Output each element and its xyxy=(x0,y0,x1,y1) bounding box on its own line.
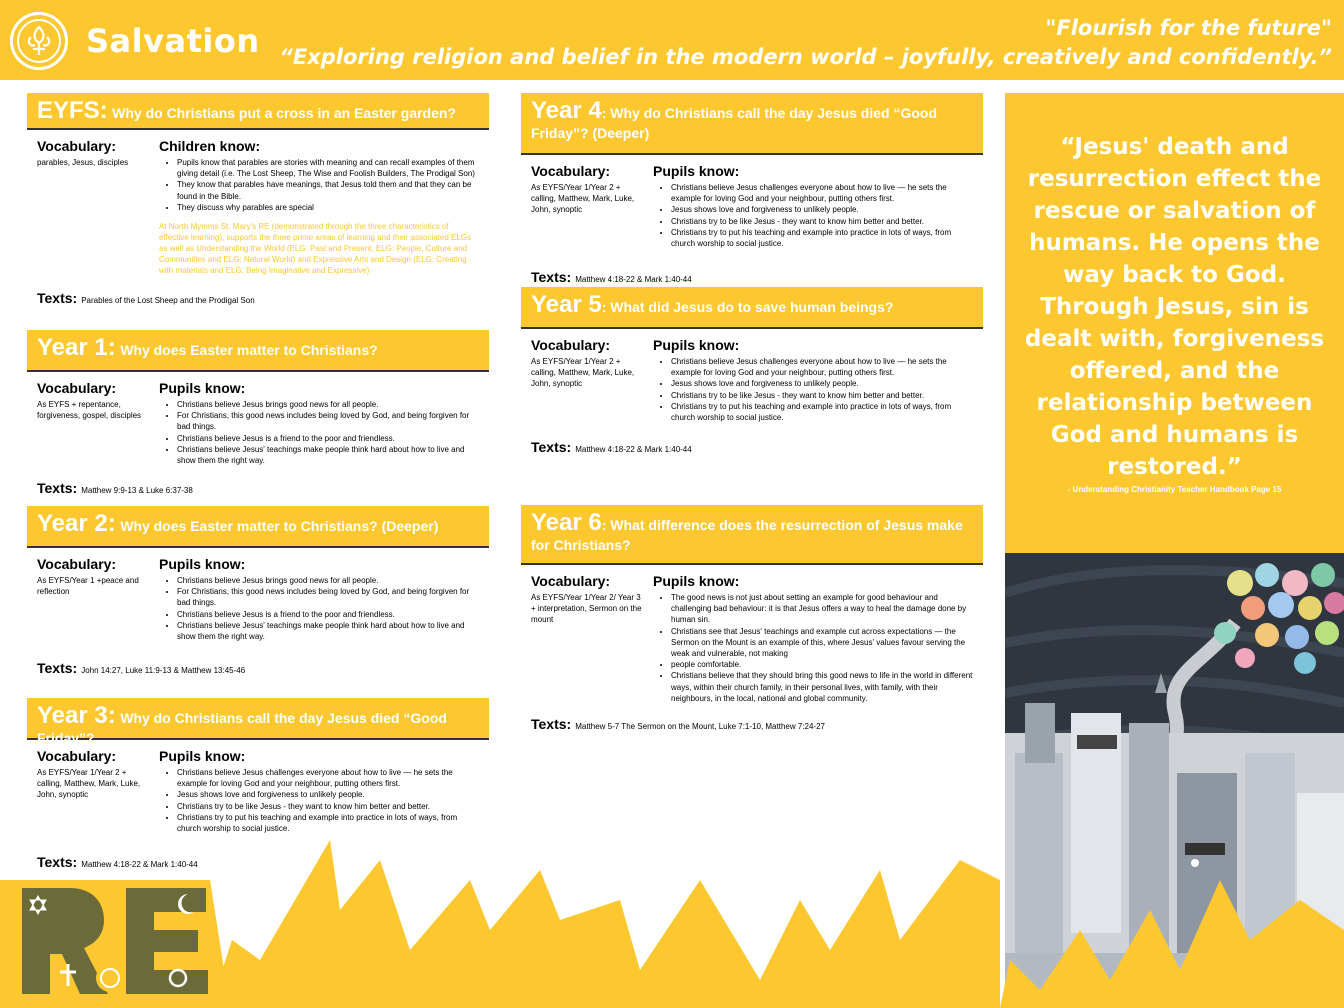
knowledge-list xyxy=(653,356,973,423)
section-year-5 xyxy=(521,287,983,457)
section-body xyxy=(521,329,983,423)
eyfs-elg-note: At North Mymms St. Mary's RE (demonstrated through the three characteristics of effective learning), supports the three prime areas of learning and their associated ELGs as well as Understanding the World (ELG: Past and Present, ELG: People, Culture and Communities and ELG: Natural World) and Expressive Arts and Design (ELG: Creating with materials and ELG: Being Imaginative and Expressive) xyxy=(159,222,472,276)
vocabulary-text: As EYFS/Year 1/Year 2/ Year 3 + interpretation, Sermon on the mount xyxy=(531,593,642,624)
knowledge-list xyxy=(159,399,479,466)
section-question: Why do Christians call the day Jesus died “Good Friday”? xyxy=(37,710,447,746)
section-body xyxy=(27,740,489,834)
knowledge-label: Pupils know: xyxy=(159,380,246,396)
vocabulary-text: As EYFS/Year 1/Year 2 + calling, Matthew, Mark, Luke, John, synoptic xyxy=(37,768,141,799)
section-heading xyxy=(27,506,489,548)
section-year-2 xyxy=(27,506,489,678)
knowledge-point: • Christians believe Jesus' teachings make people think hard about how to live and show them the right way. xyxy=(177,444,479,466)
vocabulary-block xyxy=(531,337,653,423)
section-question: Why does Easter matter to Christians? xyxy=(120,342,378,358)
section-question: : What difference does the resurrection of Jesus make for Christians? xyxy=(531,517,963,553)
knowledge-point: • people comfortable. xyxy=(671,659,973,670)
texts-line xyxy=(521,716,983,734)
knowledge-label: Pupils know: xyxy=(653,337,740,353)
section-body xyxy=(27,548,489,642)
vocabulary-text: As EYFS + repentance, forgiveness, gospel, disciples xyxy=(37,400,142,420)
section-year: Year 2: xyxy=(37,510,116,537)
knowledge-point: • Christians see that Jesus' teachings and example cut across expectations — the Sermon on the Mount is an example of this, where Jesus' values favour serving the weak and vulnerable, not making xyxy=(671,626,973,660)
vocabulary-block xyxy=(37,138,159,276)
knowledge-block xyxy=(653,573,973,704)
texts-value: Matthew 4:18-22 & Mark 1:40-44 xyxy=(575,445,692,455)
vocabulary-label: Vocabulary: xyxy=(531,573,611,589)
texts-line xyxy=(27,290,489,308)
section-year: Year 4 xyxy=(531,97,602,124)
section-year: EYFS: xyxy=(37,97,108,124)
section-heading xyxy=(27,330,489,372)
knowledge-label: Pupils know: xyxy=(159,556,246,572)
quote-panel xyxy=(1005,93,1344,553)
knowledge-point: • Christians try to put his teaching and example into practice in lots of ways, from church worship to social justice. xyxy=(671,227,973,249)
texts-label: Texts: xyxy=(531,439,572,456)
section-question: : What did Jesus do to save human beings? xyxy=(601,299,894,315)
vocabulary-block xyxy=(37,380,159,466)
knowledge-point: • Christians believe Jesus is a friend to the poor and friendless. xyxy=(177,609,479,620)
section-heading xyxy=(521,93,983,155)
school-crest-icon xyxy=(10,12,68,70)
section-body xyxy=(27,372,489,466)
knowledge-label: Pupils know: xyxy=(653,573,740,589)
texts-label: Texts: xyxy=(37,480,78,497)
vocabulary-text: As EYFS/Year 1 +peace and reflection xyxy=(37,576,139,596)
section-body xyxy=(521,155,983,249)
section-heading xyxy=(27,698,489,746)
texts-label: Texts: xyxy=(531,716,572,733)
knowledge-label: Children know: xyxy=(159,138,261,154)
section-year-6 xyxy=(521,505,983,734)
vocabulary-label: Vocabulary: xyxy=(37,380,117,396)
knowledge-point: • They discuss why parables are special xyxy=(177,202,479,213)
knowledge-block xyxy=(159,138,479,276)
vocabulary-text: parables, Jesus, disciples xyxy=(37,158,129,167)
section-question: Why do Christians put a cross in an Easter garden? xyxy=(112,105,456,121)
re-logo-icon xyxy=(18,882,214,998)
section-eyfs xyxy=(27,93,489,308)
section-body xyxy=(27,130,489,276)
knowledge-point: • Jesus shows love and forgiveness to unlikely people. xyxy=(671,204,973,215)
motto-line-1: "Flourish for the future" xyxy=(1045,16,1332,40)
knowledge-list xyxy=(159,575,479,642)
section-heading xyxy=(27,93,489,130)
section-year: Year 6 xyxy=(531,509,602,536)
section-year: Year 1: xyxy=(37,334,116,361)
knowledge-point: • Christians believe Jesus brings good news for all people. xyxy=(177,575,479,586)
knowledge-list xyxy=(653,182,973,249)
knowledge-point: • Christians try to be like Jesus - they want to know him better and better. xyxy=(177,801,479,812)
knowledge-point: • Christians believe that they should bring this good news to life in the world in different ways, within their church family, in their personal lives, with family, with their neighbours, in the local, national and global community. xyxy=(671,670,973,704)
section-question: : Why do Christians call the day Jesus died “Good Friday”? (Deeper) xyxy=(531,105,938,141)
texts-value: Matthew 5-7 The Sermon on the Mount, Luke 7:1-10, Matthew 7:24-27 xyxy=(575,722,825,732)
vocabulary-text: As EYFS/Year 1/Year 2 + calling, Matthew, Mark, Luke, John, synoptic xyxy=(531,357,635,388)
knowledge-block xyxy=(159,556,479,642)
vocabulary-text: As EYFS/Year 1/Year 2 + calling, Matthew, Mark, Luke, John, synoptic xyxy=(531,183,635,214)
knowledge-point: • Pupils know that parables are stories with meaning and can recall examples of them giving detail (i.e. The Lost Sheep, The Wise and Foolish Builders, The Prodigal Son) xyxy=(177,157,479,179)
section-heading xyxy=(521,287,983,329)
knowledge-point: • For Christians, this good news includes being loved by God, and being forgiven for bad things. xyxy=(177,586,479,608)
quote-source: - Understanding Christianity Teacher Handbook Page 15 xyxy=(1067,485,1282,494)
section-year: Year 5 xyxy=(531,291,602,318)
knowledge-point: • Christians believe Jesus brings good news for all people. xyxy=(177,399,479,410)
texts-line xyxy=(27,660,489,678)
knowledge-label: Pupils know: xyxy=(159,748,246,764)
section-year: Year 3: xyxy=(37,702,116,729)
section-year-4 xyxy=(521,93,983,287)
knowledge-point: • Christians believe Jesus challenges everyone about how to live — he sets the example for loving God and your neighbour, putting others first. xyxy=(671,356,973,378)
knowledge-point: • Christians try to be like Jesus - they want to know him better and better. xyxy=(671,390,973,401)
knowledge-point: • Jesus shows love and forgiveness to unlikely people. xyxy=(671,378,973,389)
texts-value: Parables of the Lost Sheep and the Prodigal Son xyxy=(81,296,255,306)
vocabulary-label: Vocabulary: xyxy=(531,163,611,179)
knowledge-point: • Christians try to be like Jesus - they want to know him better and better. xyxy=(671,216,973,227)
header-bar xyxy=(0,0,1344,80)
knowledge-point: • The good news is not just about setting an example for good behaviour and challenging bad behaviour: it is that Jesus offers a way to heal the damage done by human sin. xyxy=(671,592,973,626)
texts-line xyxy=(521,439,983,457)
texts-line xyxy=(27,480,489,498)
knowledge-block xyxy=(159,380,479,466)
motto xyxy=(279,14,1332,72)
knowledge-point: • They know that parables have meanings, that Jesus told them and that they can be found in the Bible. xyxy=(177,179,479,201)
knowledge-list xyxy=(653,592,973,704)
section-heading xyxy=(521,505,983,565)
vocabulary-label: Vocabulary: xyxy=(37,748,117,764)
texts-value: Matthew 9:9-13 & Luke 6:37-38 xyxy=(81,486,193,496)
vocabulary-block xyxy=(37,748,159,834)
motto-line-2: “Exploring religion and belief in the modern world – joyfully, creatively and confidently.” xyxy=(279,45,1332,69)
knowledge-point: • Christians try to put his teaching and example into practice in lots of ways, from church worship to social justice. xyxy=(671,401,973,423)
texts-value: Matthew 4:18-22 & Mark 1:40-44 xyxy=(81,860,198,870)
texts-label: Texts: xyxy=(37,854,78,871)
knowledge-point: • Christians believe Jesus challenges everyone about how to live — he sets the example for loving God and your neighbour, putting others first. xyxy=(671,182,973,204)
texts-value: Matthew 4:18-22 & Mark 1:40-44 xyxy=(575,275,692,285)
salvation-quote: “Jesus' death and resurrection effect the rescue or salvation of humans. He opens the way back to God. Through Jesus, sin is dealt with, forgiveness offered, and the relationship between God and humans is restored.” xyxy=(1024,134,1325,480)
section-year-1 xyxy=(27,330,489,498)
section-body xyxy=(521,565,983,704)
vocabulary-label: Vocabulary: xyxy=(37,138,117,154)
texts-line xyxy=(521,269,983,287)
knowledge-block xyxy=(653,337,973,423)
vocabulary-block xyxy=(37,556,159,642)
knowledge-point: • Christians try to put his teaching and example into practice in lots of ways, from church worship to social justice. xyxy=(177,812,479,834)
knowledge-block xyxy=(159,748,479,834)
texts-label: Texts: xyxy=(37,660,78,677)
knowledge-point: • Christians believe Jesus' teachings make people think hard about how to live and show them the right way. xyxy=(177,620,479,642)
knowledge-point: • Jesus shows love and forgiveness to unlikely people. xyxy=(177,789,479,800)
texts-label: Texts: xyxy=(531,269,572,286)
page-title: Salvation xyxy=(86,22,260,60)
vocabulary-block xyxy=(531,573,653,704)
knowledge-point: • Christians believe Jesus is a friend to the poor and friendless. xyxy=(177,433,479,444)
knowledge-list xyxy=(159,157,479,213)
knowledge-point: • Christians believe Jesus challenges everyone about how to live — he sets the example for loving God and your neighbour, putting others first. xyxy=(177,767,479,789)
texts-label: Texts: xyxy=(37,290,78,307)
vocabulary-label: Vocabulary: xyxy=(37,556,117,572)
knowledge-label: Pupils know: xyxy=(653,163,740,179)
knowledge-block xyxy=(653,163,973,249)
section-question: Why does Easter matter to Christians? (Deeper) xyxy=(120,518,439,534)
knowledge-list xyxy=(159,767,479,834)
vocabulary-label: Vocabulary: xyxy=(531,337,611,353)
vocabulary-block xyxy=(531,163,653,249)
texts-value: John 14:27, Luke 11:9-13 & Matthew 13:45-46 xyxy=(81,666,246,676)
knowledge-point: • For Christians, this good news includes being loved by God, and being forgiven for bad things. xyxy=(177,410,479,432)
